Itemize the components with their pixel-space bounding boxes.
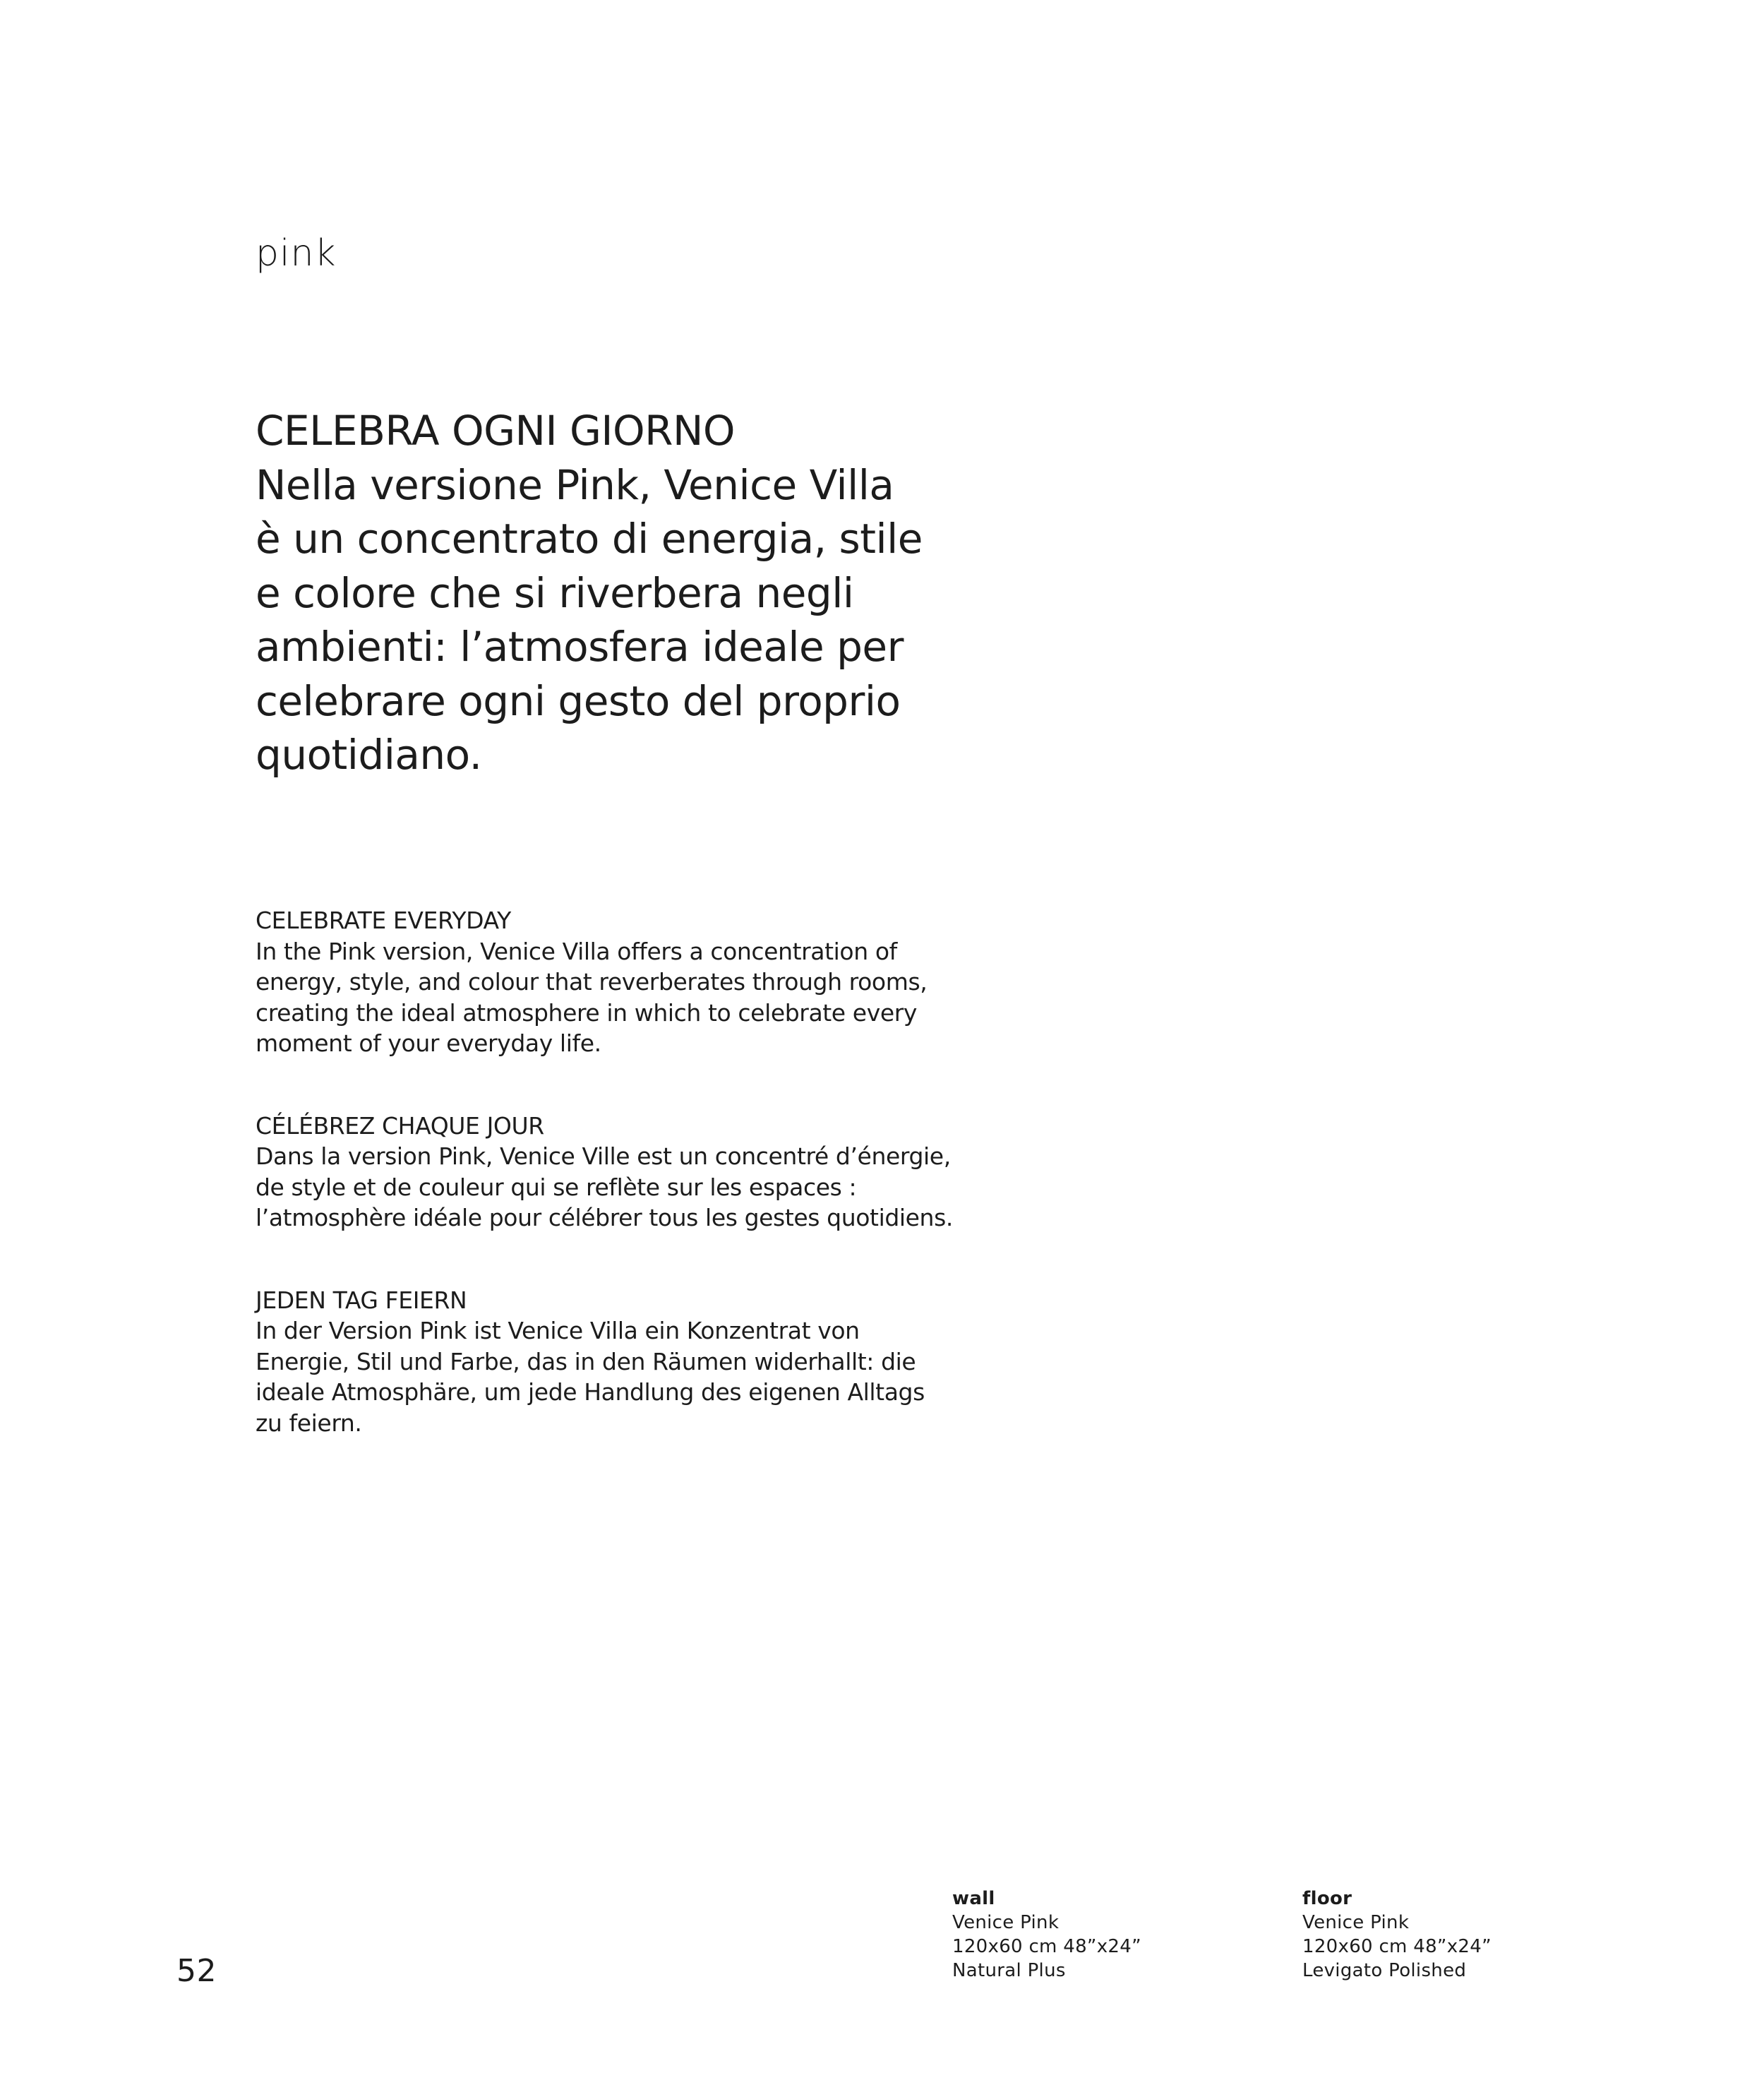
spec-finish: Levigato Polished (1302, 1960, 1467, 1981)
spec-product-name: Venice Pink (1302, 1912, 1410, 1933)
translation-french (256, 1111, 961, 1233)
translation-german (256, 1285, 961, 1439)
translation-heading: CÉLÉBREZ CHAQUE JOUR (256, 1111, 544, 1140)
spec-size: 120x60 cm 48”x24” (1302, 1936, 1492, 1957)
spec-title: wall (952, 1888, 995, 1909)
spec-floor (1302, 1887, 1492, 1983)
spec-wall (952, 1887, 1141, 1983)
translation-body: In der Version Pink ist Venice Villa ein Konzentrat von Energie, Stil und Farbe, das in den Räumen widerhallt: die ideale Atmosphäre, um jede Handlung des eigenen Alltags zu feiern. (256, 1317, 925, 1437)
page-number: 52 (176, 1953, 217, 1989)
spec-title: floor (1302, 1888, 1352, 1909)
translation-body: Dans la version Pink, Venice Ville est un concentré d’énergie, de style et de couleur qui se reflète sur les espaces : l’atmosphère idéale pour célébrer tous les gestes quotidiens. (256, 1142, 953, 1231)
translation-heading: CELEBRATE EVERYDAY (256, 907, 511, 934)
page-label: pink (256, 232, 337, 275)
spec-finish: Natural Plus (952, 1960, 1066, 1981)
translation-body: In the Pink version, Venice Villa offers a concentration of energy, style, and colour that reverberates through rooms, creating the ideal atmosphere in which to celebrate every moment of your everyday life. (256, 937, 928, 1057)
translation-english (256, 905, 961, 1059)
intro-body: Nella versione Pink, Venice Villa è un concentrato di energia, stile e colore che si riverbera negli ambienti: l’atmosfera ideale per celebrare ogni gesto del proprio quotidiano. (256, 460, 923, 779)
translation-heading: JEDEN TAG FEIERN (256, 1286, 467, 1314)
translations (256, 905, 961, 1490)
intro-heading: CELEBRA OGNI GIORNO (256, 407, 736, 455)
spec-size: 120x60 cm 48”x24” (952, 1936, 1141, 1957)
intro-text-italian (256, 404, 961, 782)
spec-product-name: Venice Pink (952, 1912, 1060, 1933)
